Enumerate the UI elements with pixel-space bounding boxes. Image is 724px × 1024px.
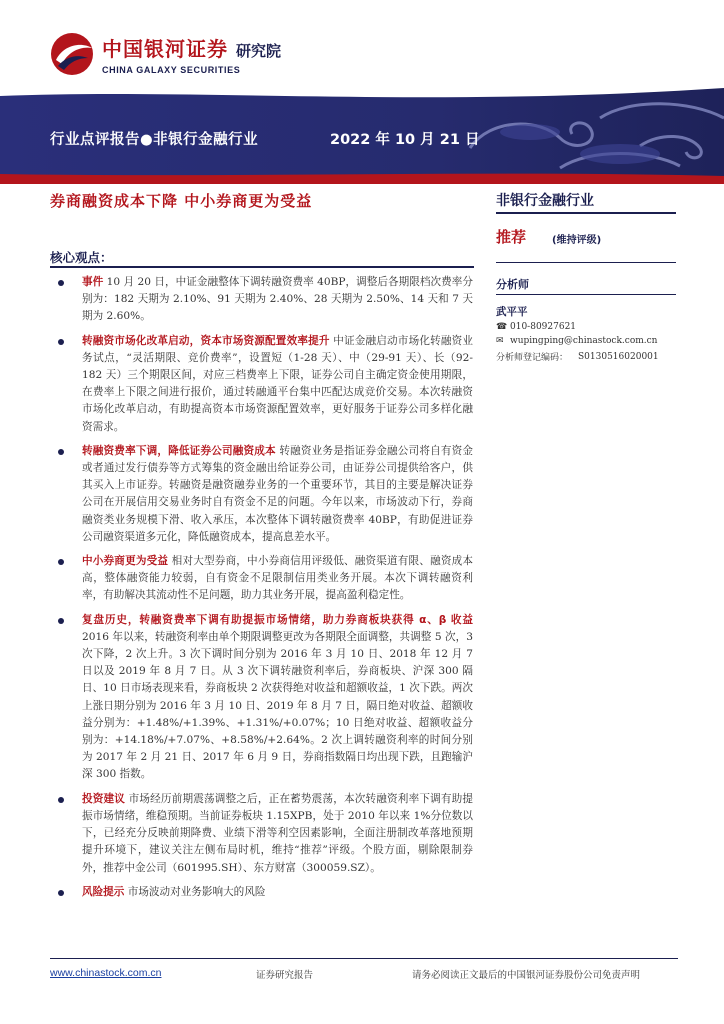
analyst-email — [496, 336, 657, 346]
section-divider — [50, 266, 474, 268]
sidebar-industry: 非银行金融行业 — [496, 193, 594, 209]
cert-label: 分析师登记编码： — [496, 353, 569, 363]
logo-chinese-name: 中国银河证券 — [102, 37, 228, 61]
logo-english-name: CHINA GALAXY SECURITIES — [102, 65, 241, 75]
bullet-text: 市场波动对业务影响大的风险 — [124, 885, 266, 898]
analyst-phone — [496, 322, 576, 332]
phone-icon: ☎ — [496, 322, 508, 332]
bullet-lead: 风险提示 — [82, 885, 125, 898]
bullet-lead: 投资建议 — [82, 792, 126, 805]
header-band — [0, 88, 724, 184]
bullet-icon — [58, 797, 64, 803]
sidebar-divider — [496, 262, 676, 263]
core-views-title: 核心观点： — [50, 250, 113, 265]
analyst-heading: 分析师 — [496, 278, 529, 291]
list-item — [58, 553, 473, 605]
report-date: 2022 年 10 月 21 日 — [330, 132, 480, 148]
bullet-icon — [58, 449, 64, 455]
galaxy-logo-icon — [48, 30, 96, 78]
sidebar-divider — [496, 294, 676, 295]
bullet-text: 转融资业务是指证券金融公司将自有资金或者通过发行债券等方式筹集的资金融出给证券公司，由证券公司提供给客户，供其买入上市证券。转融资是融资融券业务的一个重要环节，其目的主要是解决证券公司在开展信用交易业务时自有资金不足的问题。今年以来，市场波动下行，券商融资类业务规模下滑、收入承压，本次整体下调转融资费率 40BP，有助促进证券公司融资渠道多元化，降低融资成本，提高息差水平。 — [82, 444, 473, 543]
footer-disclaimer: 请务必阅读正文最后的中国银河证券股份公司免责声明 — [412, 970, 641, 981]
bullet-icon — [58, 559, 64, 565]
bullet-icon — [58, 618, 64, 624]
sidebar-divider — [496, 212, 676, 214]
bullet-icon — [58, 890, 64, 896]
footer-divider — [50, 958, 678, 959]
footer-website-link[interactable]: www.chinastock.com.cn — [50, 967, 162, 979]
bullet-icon — [58, 339, 64, 345]
list-item — [58, 884, 473, 901]
report-headline: 券商融资成本下降 中小券商更为受益 — [50, 192, 313, 210]
footer-report-label: 证券研究报告 — [256, 970, 314, 981]
analyst-name: 武平平 — [496, 306, 528, 318]
rating-note: (维持评级) — [552, 235, 602, 246]
bullet-lead: 中小券商更为受益 — [82, 555, 169, 568]
bullet-lead: 转融资市场化改革启动，资本市场资源配置效率提升 — [82, 334, 330, 347]
bullet-text: 市场经历前期震荡调整之后，正在蓄势震荡，本次转融资利率下调有助提振市场情绪，维稳预期。当前证券板块 1.15XPB，处于 2010 年以来 1%分位数以下，已经充分反映前期降费、业绩下滑等利空因素影响，全面注册制改革落地预期提升环境下，建议关注左侧布局时机，维持“推荐”评级。个股方面，剔除限制券外，推荐中金公司（601995.SH）、东方财富（300059.SZ）。 — [82, 792, 473, 874]
logo-institute: 研究院 — [236, 42, 282, 60]
bullet-text: 相对大型券商，中小券商信用评级低、融资渠道有限、融资成本高，整体融资能力较弱，自有资金不足限制信用类业务开展。本次下调转融资利率，有助解决其流动性不足问题，助力其业务开展，提高盈利稳定性。 — [82, 555, 473, 602]
core-views-list — [58, 274, 473, 908]
analyst-cert — [496, 350, 659, 363]
brand-logo — [48, 28, 281, 80]
bullet-text: 2016 年以来，转融资利率由单个期限调整更改为各期限全面调整，共调整 5 次，3 次下降，2 次上升。3 次下调时间分别为 2016 年 3 月 10 日、2018 年 12 月 7 日以及 2019 年 8 月 7 日。从 3 次下调转融资利率后，券商板块、沪深 300 隔日、10 日市场表现来看，券商板块 2 次获得绝对收益和超额收益，1 次下跌。两次上涨日期分别为 2016 年 3 月 10 日、2019 年 8 月 7 日，隔日绝对收益、超额收益分别为：+1.48%/+1.39%、+1.31%/+0.07%；10 日绝对收益、超额收益分别为：+14.18%/+7.07%、+8.58%/+2.64%。2 次上调转融资利率的时间分别为 2017 年 2 月 21 日、2017 年 6 月 9 日，券商指数隔日均出现下跌，且跑输沪深 300 指数。 — [82, 630, 473, 781]
report-type: 行业点评报告●非银行金融行业 — [50, 132, 259, 148]
email-value[interactable]: wupingping@chinastock.com.cn — [510, 336, 658, 346]
list-item — [58, 612, 473, 784]
bullet-text: 10 月 20 日，中证金融整体下调转融资费率 40BP，调整后各期限档次费率分别为：182 天期为 2.10%、91 天期为 2.40%、28 天期为 2.50%、14 天和 7 天期为 2.60%。 — [82, 276, 473, 323]
list-item — [58, 791, 473, 877]
bullet-lead: 复盘历史，转融资费率下调有助提振市场情绪，助力券商板块获得 α、β 收益 — [82, 613, 473, 626]
bullet-text: 中证金融启动市场化转融资业务试点，“灵活期限、竞价费率”，设置短（1-28 天）、中（29-91 天）、长（92-182 天）三个期限区间，对应三档费率上下限，证券公司自主确定资金使用期限，在费率上下限之间进行报价，通过转融通平台集中匹配达成竞价交易。本次转融资市场化改革启动，有助提高资本市场资源配置效率，更好服务于证券公司多样化融资需求。 — [82, 334, 473, 433]
rating-label: 推荐 — [496, 228, 527, 246]
bullet-lead: 事件 — [82, 276, 104, 288]
cert-number: S0130516020001 — [578, 351, 659, 362]
bullet-icon — [58, 280, 64, 286]
email-icon: ✉ — [496, 336, 504, 346]
list-item — [58, 443, 473, 546]
list-item — [58, 333, 473, 436]
phone-value: 010-80927621 — [510, 322, 577, 332]
list-item — [58, 274, 473, 326]
bullet-lead: 转融资费率下调，降低证券公司融资成本 — [82, 444, 276, 457]
